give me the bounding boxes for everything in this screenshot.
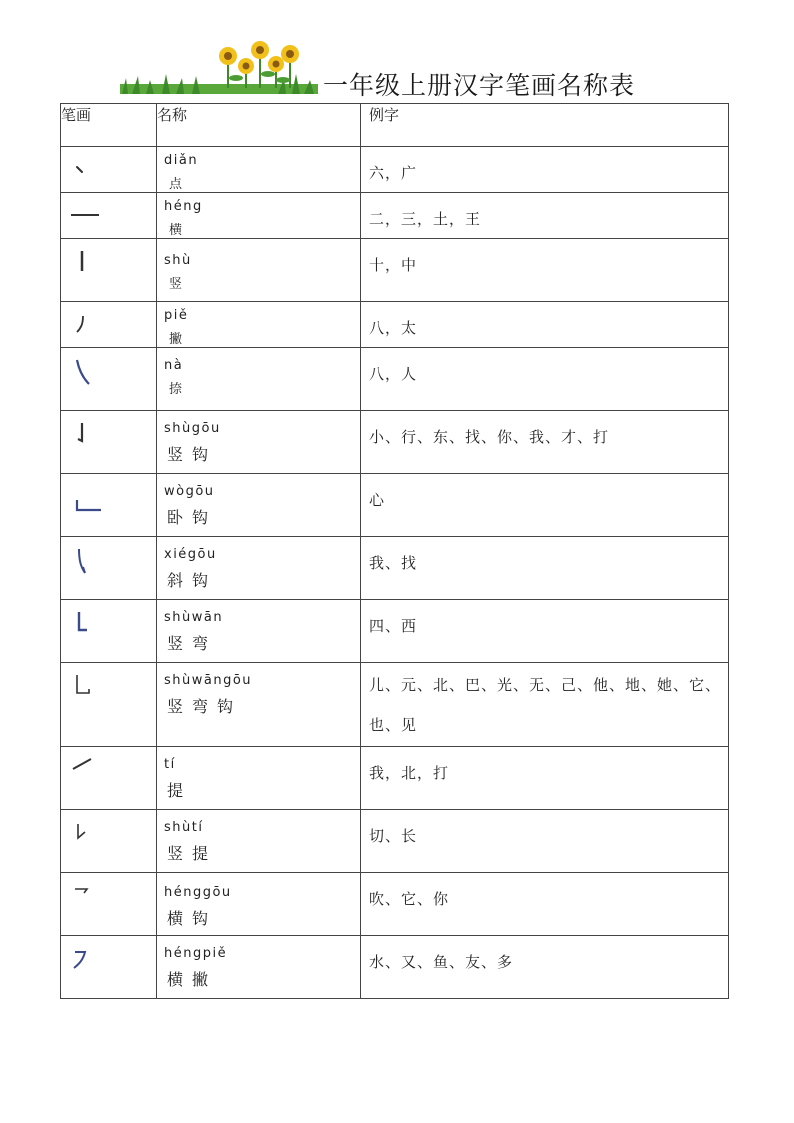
vertical-rising-stroke-icon [67, 816, 107, 846]
stroke-cell [61, 663, 157, 747]
name-cell [157, 810, 361, 873]
name-cell [157, 600, 361, 663]
examples-cell [361, 239, 729, 302]
stroke-cell [61, 239, 157, 302]
table-row [61, 936, 729, 999]
stroke-cell [61, 810, 157, 873]
example-chars: 切、长 [369, 827, 418, 845]
stroke-cell [61, 474, 157, 537]
table-row [61, 411, 729, 474]
page-title: 一年级上册汉字笔画名称表 [323, 71, 636, 100]
examples-cell [361, 193, 729, 239]
lying-hook-stroke-icon [67, 480, 107, 520]
table-row [61, 147, 729, 193]
example-chars: 四、西 [369, 617, 418, 635]
name-cell [157, 936, 361, 999]
vertical-bend-hook-stroke-icon [67, 669, 107, 699]
example-chars: 八，太 [369, 319, 418, 337]
stroke-name-table [60, 103, 729, 999]
stroke-name: 撇 [169, 332, 183, 347]
name-cell [157, 302, 361, 348]
stroke-cell [61, 747, 157, 810]
page-header [118, 38, 738, 100]
pinyin: shùgōu [164, 421, 221, 436]
stroke-cell [61, 936, 157, 999]
examples-cell [361, 810, 729, 873]
name-cell [157, 239, 361, 302]
examples-cell [361, 663, 729, 747]
stroke-name: 横钩 [167, 909, 218, 928]
table-row [61, 600, 729, 663]
table-row [61, 663, 729, 747]
stroke-name: 竖提 [167, 844, 218, 863]
vertical-hook-stroke-icon [67, 417, 107, 447]
stroke-name: 竖弯钩 [167, 697, 243, 716]
stroke-cell [61, 600, 157, 663]
examples-cell [361, 936, 729, 999]
pinyin: shùwān [164, 610, 224, 625]
name-cell [157, 537, 361, 600]
example-chars: 六，广 [369, 164, 418, 182]
name-cell [157, 663, 361, 747]
example-chars: 水、又、鱼、友、多 [369, 953, 514, 971]
example-chars: 我、找 [369, 554, 418, 572]
stroke-cell [61, 873, 157, 936]
sunflower-grass-decoration [118, 38, 323, 98]
pinyin: shù [164, 253, 192, 268]
stroke-cell [61, 147, 157, 193]
stroke-name: 竖弯 [167, 634, 218, 653]
examples-cell [361, 747, 729, 810]
stroke-cell [61, 302, 157, 348]
name-cell [157, 873, 361, 936]
horizontal-left-falling-stroke-icon [67, 942, 107, 972]
example-chars: 八，人 [369, 365, 418, 383]
stroke-name: 斜钩 [167, 571, 218, 590]
examples-cell [361, 348, 729, 411]
name-cell [157, 193, 361, 239]
vertical-stroke-icon [67, 245, 107, 275]
stroke-name: 卧钩 [167, 508, 218, 527]
pinyin: nà [164, 358, 184, 373]
horizontal-hook-stroke-icon [67, 879, 107, 909]
stroke-cell [61, 537, 157, 600]
name-cell [157, 147, 361, 193]
stroke-name: 提 [167, 781, 193, 800]
pinyin: wògōu [164, 484, 215, 499]
stroke-name: 横撇 [167, 970, 218, 989]
pinyin: tí [164, 757, 176, 772]
rising-stroke-icon [67, 753, 107, 783]
header-stroke: 笔画 [61, 104, 157, 147]
stroke-cell [61, 348, 157, 411]
table-row [61, 474, 729, 537]
dot-stroke-icon [67, 153, 107, 183]
stroke-name: 竖 [169, 277, 183, 292]
pinyin: hénggōu [164, 885, 232, 900]
stroke-name: 点 [169, 177, 183, 192]
table-row [61, 810, 729, 873]
example-chars: 心 [369, 491, 386, 509]
stroke-name: 捺 [169, 382, 183, 397]
pinyin: xiégōu [164, 547, 217, 562]
example-chars: 小、行、东、找、你、我、才、打 [369, 428, 610, 446]
name-cell [157, 474, 361, 537]
pinyin: héng [164, 199, 203, 214]
pinyin: piě [164, 308, 189, 323]
stroke-cell [61, 411, 157, 474]
table-row [61, 239, 729, 302]
table-row [61, 537, 729, 600]
table-header-row [61, 104, 729, 147]
example-chars: 二，三，土，王 [369, 210, 482, 228]
example-chars: 儿、元、北、巴、光、无、己、他、地、她、它、也、见 [369, 676, 722, 734]
pinyin: shùtí [164, 820, 204, 835]
table-row [61, 302, 729, 348]
right-falling-stroke-icon [67, 354, 107, 394]
examples-cell [361, 147, 729, 193]
table-row [61, 873, 729, 936]
horizontal-stroke-icon [67, 199, 107, 229]
stroke-cell [61, 193, 157, 239]
pinyin: diǎn [164, 153, 199, 168]
pinyin: shùwāngōu [164, 673, 253, 688]
name-cell [157, 747, 361, 810]
name-cell [157, 348, 361, 411]
example-chars: 吹、它、你 [369, 890, 450, 908]
header-examples: 例字 [361, 104, 729, 147]
examples-cell [361, 411, 729, 474]
examples-cell [361, 537, 729, 600]
vertical-bend-stroke-icon [67, 606, 107, 636]
stroke-name: 横 [169, 223, 183, 238]
stroke-name: 竖钩 [167, 445, 218, 464]
table-row [61, 348, 729, 411]
name-cell [157, 411, 361, 474]
left-falling-stroke-icon [67, 308, 107, 338]
examples-cell [361, 873, 729, 936]
table-row [61, 193, 729, 239]
example-chars: 我，北，打 [369, 764, 450, 782]
header-name: 名称 [157, 104, 361, 147]
table-row [61, 747, 729, 810]
pinyin: héngpiě [164, 946, 228, 961]
examples-cell [361, 600, 729, 663]
slanting-hook-stroke-icon [67, 543, 107, 583]
examples-cell [361, 474, 729, 537]
examples-cell [361, 302, 729, 348]
example-chars: 十，中 [369, 256, 418, 274]
